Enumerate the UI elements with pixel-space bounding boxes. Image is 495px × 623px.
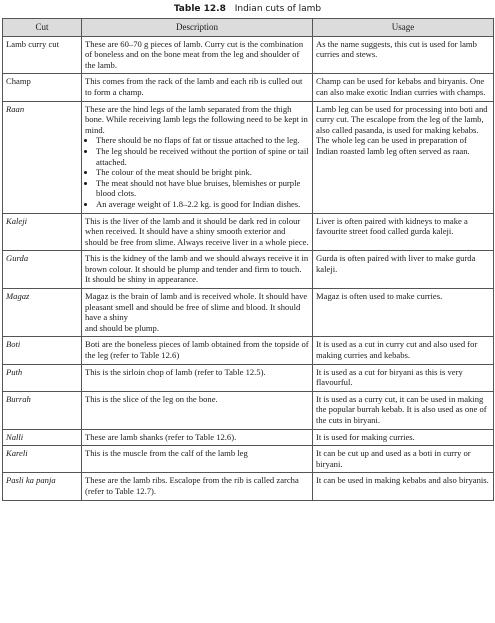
description-text: Magaz is the brain of lamb and is received whole. It should have pleasant smell and should be free of slime and blood. It should have a shiny bbox=[85, 291, 308, 323]
bullet-item: • The leg should be received without the portion of spine or tail attached. bbox=[96, 146, 309, 167]
cut-description bbox=[82, 289, 313, 337]
cut-description bbox=[82, 429, 313, 446]
description-text: These are the lamb ribs. Escalope from the rib is called zarcha (refer to Table 12.7). bbox=[85, 475, 299, 496]
description-extra-text: and should be plump. bbox=[85, 322, 159, 333]
description-text: These are lamb shanks (refer to Table 12.6). bbox=[85, 431, 237, 442]
cut-name: Burrah bbox=[3, 391, 82, 429]
cut-name: Kareli bbox=[3, 446, 82, 473]
table-row bbox=[3, 473, 494, 500]
cut-name: Pasli ka panja bbox=[3, 473, 82, 500]
description-text: This is the slice of the leg on the bone. bbox=[85, 393, 218, 404]
table-body bbox=[3, 36, 494, 500]
cut-usage: Liver is often paired with kidneys to make a favourite street food called gurda kaleji. bbox=[313, 213, 494, 251]
table-row bbox=[3, 446, 494, 473]
cut-name: Raan bbox=[3, 101, 82, 213]
cut-usage: It is used for making curries. bbox=[313, 429, 494, 446]
cut-name: Lamb curry cut bbox=[3, 36, 82, 74]
cut-usage: As the name suggests, this cut is used for lamb curries and stews. bbox=[313, 36, 494, 74]
table-row bbox=[3, 391, 494, 429]
lamb-cuts-table bbox=[2, 18, 494, 501]
description-text: These are 60–70 g pieces of lamb. Curry cut is the combination of boneless and on the bone meat from the leg and shoulder of the lamb. bbox=[85, 38, 304, 70]
table-row bbox=[3, 289, 494, 337]
description-bullets bbox=[85, 135, 309, 209]
cut-name: Kaleji bbox=[3, 213, 82, 251]
header-usage: Usage bbox=[313, 19, 494, 37]
description-extra-text: It should be shiny in appearance. bbox=[85, 274, 199, 285]
cut-description bbox=[82, 337, 313, 364]
table-caption bbox=[2, 0, 493, 18]
cut-usage: Lamb leg can be used for processing into boti and curry cut. The escalope from the leg of the lamb, also called pasanda, is used for making kebabs. The whole leg can be used in preparation of Indian roasted lamb leg often served as raan. bbox=[313, 101, 494, 213]
table-title: Indian cuts of lamb bbox=[234, 4, 322, 14]
cut-description bbox=[82, 446, 313, 473]
cut-name: Champ bbox=[3, 74, 82, 101]
cut-name: Magaz bbox=[3, 289, 82, 337]
cut-name: Gurda bbox=[3, 251, 82, 289]
cut-usage: Gurda is often paired with liver to make gurda kaleji. bbox=[313, 251, 494, 289]
table-row bbox=[3, 429, 494, 446]
description-text: This is the kidney of the lamb and we should always receive it in brown colour. It should be plump and tender and firm to touch. bbox=[85, 253, 309, 274]
cut-description bbox=[82, 101, 313, 213]
bullet-item: • The colour of the meat should be bright pink. bbox=[96, 167, 309, 178]
table-row bbox=[3, 364, 494, 391]
header-description: Description bbox=[82, 19, 313, 37]
description-text: This comes from the rack of the lamb and each rib is culled out to form a champ. bbox=[85, 76, 303, 97]
cut-usage: It is used as a curry cut, it can be used in making the popular burrah kebab. It is also used as one of the cuts in biryani. bbox=[313, 391, 494, 429]
cut-description bbox=[82, 36, 313, 74]
description-text: This is the liver of the lamb and it should be dark red in colour when received. It should have a shiny smooth exterior and should be free from slime. Always receive liver in a whole piece. bbox=[85, 215, 309, 247]
cut-usage: Champ can be used for kebabs and biryanis. One can also make exotic Indian curries with champs. bbox=[313, 74, 494, 101]
cut-usage: Magaz is often used to make curries. bbox=[313, 289, 494, 337]
table-row bbox=[3, 251, 494, 289]
cut-usage: It is used as a cut for biryani as this is very flavourful. bbox=[313, 364, 494, 391]
cut-description bbox=[82, 364, 313, 391]
description-text: This is the sirloin chop of lamb (refer to Table 12.5). bbox=[85, 366, 266, 377]
cut-description bbox=[82, 74, 313, 101]
bullet-item: • There should be no flaps of fat or tissue attached to the leg. bbox=[96, 135, 309, 146]
header-cut: Cut bbox=[3, 19, 82, 37]
table-row bbox=[3, 213, 494, 251]
description-text: This is the muscle from the calf of the lamb leg bbox=[85, 448, 248, 459]
table-row bbox=[3, 337, 494, 364]
cut-usage: It can be cut up and used as a boti in curry or biryani. bbox=[313, 446, 494, 473]
cut-name: Nalli bbox=[3, 429, 82, 446]
bullet-item: • An average weight of 1.8–2.2 kg. is good for Indian dishes. bbox=[96, 199, 309, 210]
table-row bbox=[3, 74, 494, 101]
cut-name: Puth bbox=[3, 364, 82, 391]
bullet-item: • The meat should not have blue bruises, blemishes or purple blood clots. bbox=[96, 178, 309, 199]
cut-usage: It is used as a cut in curry cut and also used for making curries and kebabs. bbox=[313, 337, 494, 364]
description-text: Boti are the boneless pieces of lamb obtained from the topside of the leg (refer to Table 12.6) bbox=[85, 339, 309, 361]
cut-description bbox=[82, 251, 313, 289]
cut-description bbox=[82, 473, 313, 500]
cut-name: Boti bbox=[3, 337, 82, 364]
cut-description bbox=[82, 391, 313, 429]
cut-usage: It can be used in making kebabs and also biryanis. bbox=[313, 473, 494, 500]
table-row bbox=[3, 101, 494, 213]
table-header-row bbox=[3, 19, 494, 37]
table-row bbox=[3, 36, 494, 74]
cut-description bbox=[82, 213, 313, 251]
table-number: Table 12.8 bbox=[173, 4, 226, 14]
description-text: These are the hind legs of the lamb separated from the thigh bone. While receiving lamb legs the following need to be kept in mind. bbox=[85, 103, 308, 135]
